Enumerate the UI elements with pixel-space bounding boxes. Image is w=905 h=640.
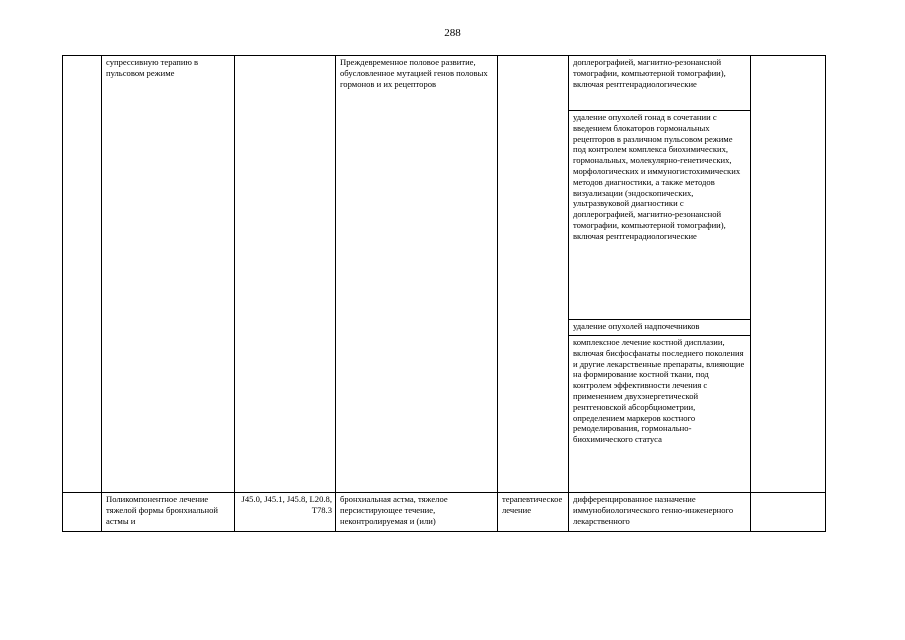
treatment-method-cell [569,56,751,111]
medical-care-table [62,55,826,532]
care-type-text: Поликомпонентное лечение тяжелой формы бронхиальной астмы и [106,494,219,526]
treatment-method-cell [569,493,751,532]
treatment-method-cell [569,111,751,320]
patient-model-text: Преждевременное половое развитие, обусловленное мутацией генов половых гормонов и их рецепторов [340,57,488,89]
treatment-method-text: удаление опухолей гонад в сочетании с введением блокаторов гормональных рецепторов в различном пульсовом режиме под контролем комплекса биохимических, гормональных, молекулярно-генетических, морфологических и иммуногистохимических методов диагностики, а также методов визуализации (эндоскопических, ультразвуковой диагностики с доплерографией, магнитно-резонансной томографии, компьютерной томографии), включая рентгенрадиологические [573,112,741,241]
care-type-cell [102,56,235,493]
table-row [63,493,826,532]
icd-codes-text: J45.0, J45.1, J45.8, L20.8, T78.3 [241,494,332,515]
care-type-cell [102,493,235,532]
treatment-type-text: терапевтическое лечение [502,494,563,515]
patient-model-cell [336,56,498,493]
icd-codes-cell [235,493,336,532]
norm-cell [751,56,826,493]
icd-codes-cell [235,56,336,493]
treatment-method-text: доплерографией, магнитно-резонансной томографии, компьютерной томографии), включая рентгенрадиологические [573,57,726,89]
row-number-cell [63,56,102,493]
row-number-cell [63,493,102,532]
treatment-method-text: комплексное лечение костной дисплазии, включая бисфосфанаты последнего поколения и другие лекарственные препараты, влияющие на формирование костной ткани, под контролем эффективности лечения с применением двухэнергетической рентгеновской абсорбциометрии, определением маркеров костного ремоделирования, гормонально-биохимического статуса [573,337,745,445]
page-number: 288 [444,27,461,39]
treatment-type-cell [498,493,569,532]
treatment-method-text: дифференцированное назначение иммунобиологического генно-инженерного лекарственного [573,494,734,526]
care-type-text: супрессивную терапию в пульсовом режиме [106,57,199,78]
treatment-type-cell [498,56,569,493]
treatment-method-cell [569,336,751,493]
treatment-method-cell [569,320,751,336]
table-row [63,56,826,111]
patient-model-text: бронхиальная астма, тяжелое персистирующее течение, неконтролируемая и (или) [340,494,448,526]
norm-cell [751,493,826,532]
patient-model-cell [336,493,498,532]
treatment-method-text: удаление опухолей надпочечников [573,321,700,331]
